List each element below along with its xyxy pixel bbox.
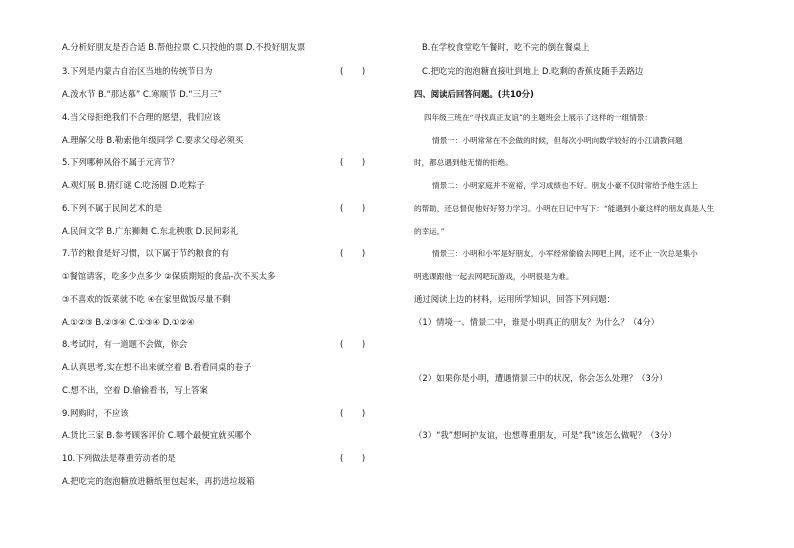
scenario-2-line-1: 情景二：小明家庭并不宽裕，学习成绩也不好。朋友小豪不仅时常给予他生活上: [432, 181, 698, 190]
answer-paren: ( ): [340, 66, 366, 76]
q7-question: 7.节约粮食是好习惯，以下属于节约粮食的有: [62, 248, 230, 258]
reading-intro: 四年级三班在“寻找真正友谊”的主题班会上展示了这样的一组情景：: [424, 113, 652, 122]
scenario-1-line-1: 情景一：小明常常在不会做的时候，但每次小明向数学较好的小江请教问题: [432, 136, 683, 145]
q10-option-b: B.在学校食堂吃午餐时，吃不完的倒在餐桌上: [422, 42, 590, 52]
section-four-title: 四、阅读后回答问题。(共10分): [414, 89, 534, 99]
q9-options: A.货比三家 B.参考顾客评价 C.哪个最便宜就买哪个: [62, 430, 252, 440]
scenario-1-line-2: 时，都总遇到他无情的拒绝。: [414, 158, 513, 167]
scenario-2-line-2: 的帮助，还总督促他好好努力学习。小明在日记中写下：“能遇到小豪这样的朋友真是人生: [414, 204, 715, 213]
q5-options: A.观灯展 B.猜灯谜 C.吃汤圆 D.吃粽子: [62, 180, 205, 190]
answer-paren: ( ): [340, 339, 366, 349]
q7-item-b: ③不喜欢的饭菜就不吃 ④在家里做饭尽量不剩: [62, 294, 231, 304]
q8-question: 8.考试时，有一道题不会做，你会: [62, 339, 188, 349]
q6-options: A.民间文学 B.广东狮舞 C.东北秧歌 D.民间彩礼: [62, 226, 239, 236]
q6-question: 6.下列不属于民间艺术的是: [62, 203, 163, 213]
q10-question: 10.下列做法是尊重劳动者的是: [62, 453, 176, 463]
q3-question: 3.下列是内蒙古自治区当地的传统节日为: [62, 66, 213, 76]
question-1: （1）情境一、情景二中，谁是小明真正的朋友？为什么？（4分）: [414, 317, 660, 327]
scenario-3-line-2: 明逃课跟他一起去网吧玩游戏，小明很是为难。: [414, 272, 574, 281]
answer-paren: ( ): [340, 408, 366, 418]
q8-options-2: C.想不出，空着 D.偷偷看书，写上答案: [62, 385, 208, 395]
q4-question: 4.当父母拒绝我们不合理的愿望，我们应该: [62, 112, 221, 122]
answer-paren: ( ): [340, 157, 366, 167]
q2-options: A.分析好朋友是否合适 B.帮他拉票 C.只投他的票 D.不投好朋友票: [62, 42, 306, 52]
q8-options-1: A.认真思考,实在想不出来就空着 B.看看同桌的卷子: [62, 362, 252, 372]
answer-paren: ( ): [340, 453, 366, 463]
q9-question: 9.网购时，不应该: [62, 408, 129, 418]
answer-paren: ( ): [340, 203, 366, 213]
q4-options: A.理解父母 B.勒索他年级同学 C.要求父母必须买: [62, 135, 244, 145]
question-2: （2）如果你是小明，遭遇情景三中的状况，你会怎么处理？（3分）: [414, 373, 668, 383]
question-3: （3）“我”想呵护友谊，也想尊重朋友，可是“我”该怎么做呢？（3分）: [414, 430, 677, 440]
q3-options: A.泼水节 B.“那达慕” C.寒顺节 D.“三月三”: [62, 89, 223, 99]
q7-item-a: ①餐馆请客，吃多少点多少 ②保质期短的食品-次不买太多: [62, 271, 276, 281]
instruction: 通过阅读上边的材料，运用所学知识，回答下列问题：: [414, 294, 615, 304]
q7-options: A.①②③ B.②③④ C.①③④ D.①②④: [62, 317, 195, 327]
q10-option-a: A.把吃完的泡泡糖放进糖纸里包起来，再扔进垃圾箱: [62, 476, 255, 486]
scenario-2-line-3: 的幸运。”: [414, 227, 445, 236]
answer-paren: ( ): [340, 248, 366, 258]
q10-option-cd: C.把吃完的泡泡糖直接吐到地上 D.吃剩的香蕉皮随手丢路边: [422, 66, 644, 76]
scenario-3-line-1: 情景三：小明和小军是好朋友，小军经常偷偷去网吧上网，还不止一次总是集小: [432, 249, 698, 258]
q5-question: 5.下列哪种风俗不属于元宵节？: [62, 157, 179, 167]
